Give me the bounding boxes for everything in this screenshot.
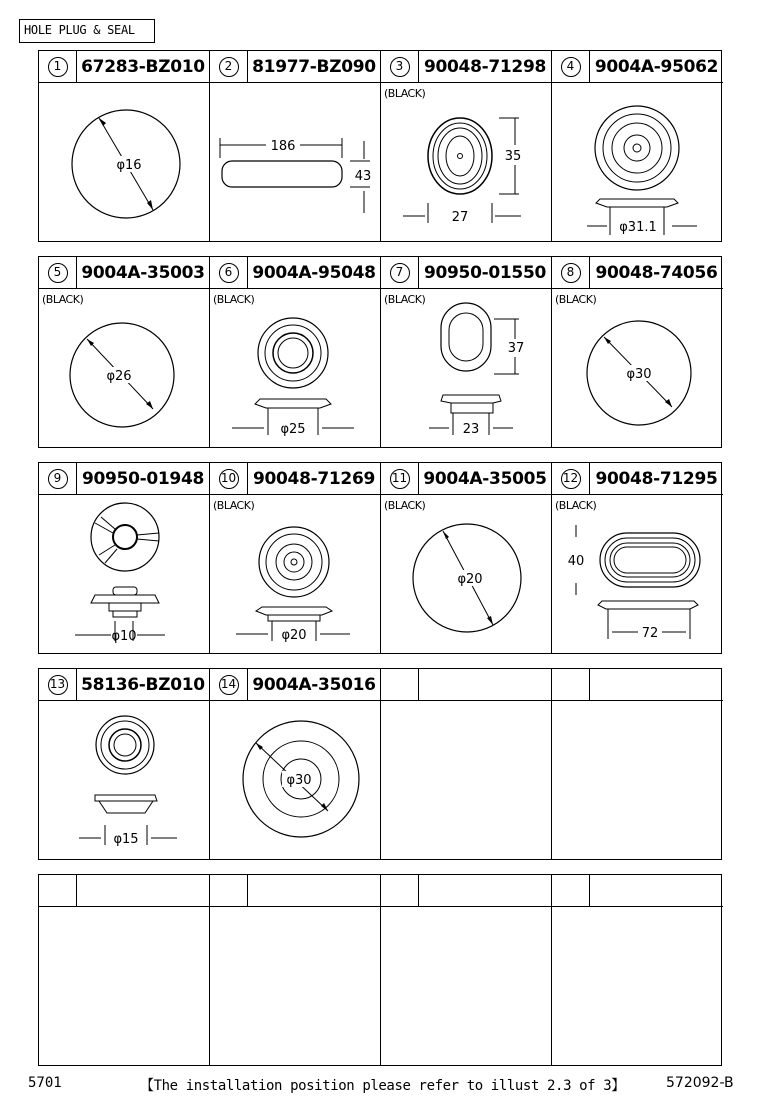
parts-row-4 — [38, 668, 722, 860]
round-grommet-drawing — [210, 289, 381, 447]
part-number: 90048-71295 — [595, 468, 718, 489]
part-index: 6 — [219, 263, 239, 283]
dimension-label: 23 — [462, 422, 480, 437]
part-number: 90048-74056 — [595, 262, 718, 283]
part-number: 58136-BZ010 — [81, 674, 205, 695]
footer-page-code: 5701 — [28, 1075, 62, 1091]
empty-cell — [552, 875, 723, 1065]
round-grommet-drawing — [552, 83, 723, 241]
dimension-label: φ30 — [286, 773, 312, 788]
empty-cell — [552, 669, 723, 859]
part-number: 67283-BZ010 — [81, 56, 205, 77]
dimension-label: φ15 — [113, 832, 139, 847]
footer-illustration-code: 572092-B — [666, 1075, 734, 1091]
dimension-label: 43 — [354, 169, 372, 184]
part-cell-9 — [39, 463, 210, 653]
hole-plug-round-drawing — [39, 289, 210, 447]
dimension-label: 72 — [641, 626, 659, 641]
page-title: HOLE PLUG & SEAL — [19, 19, 155, 43]
part-number: 90950-01550 — [423, 262, 547, 283]
seal-strip-drawing — [210, 83, 381, 241]
color-note: (BLACK) — [555, 293, 597, 306]
empty-cell — [39, 875, 210, 1065]
empty-cell — [210, 875, 381, 1065]
part-number: 9004A-95048 — [252, 262, 376, 283]
dimension-label: 27 — [451, 210, 469, 225]
round-grommet-drawing — [39, 701, 210, 859]
part-number: 9004A-35003 — [81, 262, 205, 283]
part-cell-6 — [210, 257, 381, 447]
part-index: 9 — [48, 469, 68, 489]
part-index: 2 — [219, 57, 239, 77]
color-note: (BLACK) — [213, 499, 255, 512]
dimension-label: φ20 — [457, 572, 483, 587]
part-cell-10 — [210, 463, 381, 653]
part-index: 11 — [390, 469, 410, 489]
clip-plug-drawing — [39, 495, 210, 653]
dimension-label: φ10 — [111, 629, 137, 644]
part-index: 4 — [561, 57, 581, 77]
part-cell-4 — [552, 51, 723, 241]
part-number: 81977-BZ090 — [252, 56, 376, 77]
dimension-label: φ25 — [280, 422, 306, 437]
part-cell-8 — [552, 257, 723, 447]
part-index: 8 — [561, 263, 581, 283]
part-number: 9004A-35005 — [423, 468, 547, 489]
color-note: (BLACK) — [213, 293, 255, 306]
oval-grommet-drawing — [381, 289, 552, 447]
part-index: 13 — [48, 675, 68, 695]
part-cell-5 — [39, 257, 210, 447]
color-note: (BLACK) — [384, 499, 426, 512]
color-note: (BLACK) — [384, 293, 426, 306]
parts-row-2 — [38, 256, 722, 448]
dimension-label: φ16 — [116, 158, 142, 173]
part-index: 3 — [390, 57, 410, 77]
part-index: 10 — [219, 469, 239, 489]
parts-row-1 — [38, 50, 722, 242]
dimension-label: φ31.1 — [619, 220, 657, 235]
hole-plug-round-drawing — [381, 495, 552, 653]
hole-plug-stepped-drawing — [210, 701, 381, 859]
part-number: 90048-71298 — [423, 56, 547, 77]
part-number: 9004A-95062 — [594, 56, 719, 77]
part-index: 5 — [48, 263, 68, 283]
oval-grommet-drawing — [552, 495, 723, 653]
dimension-label: φ26 — [106, 369, 132, 384]
part-cell-11 — [381, 463, 552, 653]
dimension-label: 37 — [507, 341, 525, 356]
part-number: 90950-01948 — [81, 468, 205, 489]
oval-grommet-drawing — [381, 83, 552, 241]
dimension-label: 35 — [504, 149, 522, 164]
parts-row-5 — [38, 874, 722, 1066]
dimension-label: 186 — [270, 139, 296, 154]
part-cell-2 — [210, 51, 381, 241]
hole-plug-round-drawing — [552, 289, 723, 447]
dimension-label: φ20 — [281, 628, 307, 643]
part-number: 90048-71269 — [252, 468, 376, 489]
color-note: (BLACK) — [42, 293, 84, 306]
part-cell-12 — [552, 463, 723, 653]
part-index: 1 — [48, 57, 68, 77]
part-number: 9004A-35016 — [252, 674, 376, 695]
empty-cell — [381, 875, 552, 1065]
part-index: 12 — [561, 469, 581, 489]
part-index: 14 — [219, 675, 239, 695]
dimension-label: 40 — [567, 554, 585, 569]
parts-row-3 — [38, 462, 722, 654]
part-cell-7 — [381, 257, 552, 447]
part-cell-3 — [381, 51, 552, 241]
empty-cell — [381, 669, 552, 859]
round-grommet-drawing — [210, 495, 381, 653]
color-note: (BLACK) — [555, 499, 597, 512]
color-note: (BLACK) — [384, 87, 426, 100]
footer-note: 【The installation position please refer to illust 2.3 of 3】 — [140, 1078, 625, 1094]
part-cell-13 — [39, 669, 210, 859]
dimension-label: φ30 — [626, 367, 652, 382]
part-cell-1 — [39, 51, 210, 241]
part-index: 7 — [390, 263, 410, 283]
part-cell-14 — [210, 669, 381, 859]
hole-plug-round-drawing — [39, 83, 210, 241]
